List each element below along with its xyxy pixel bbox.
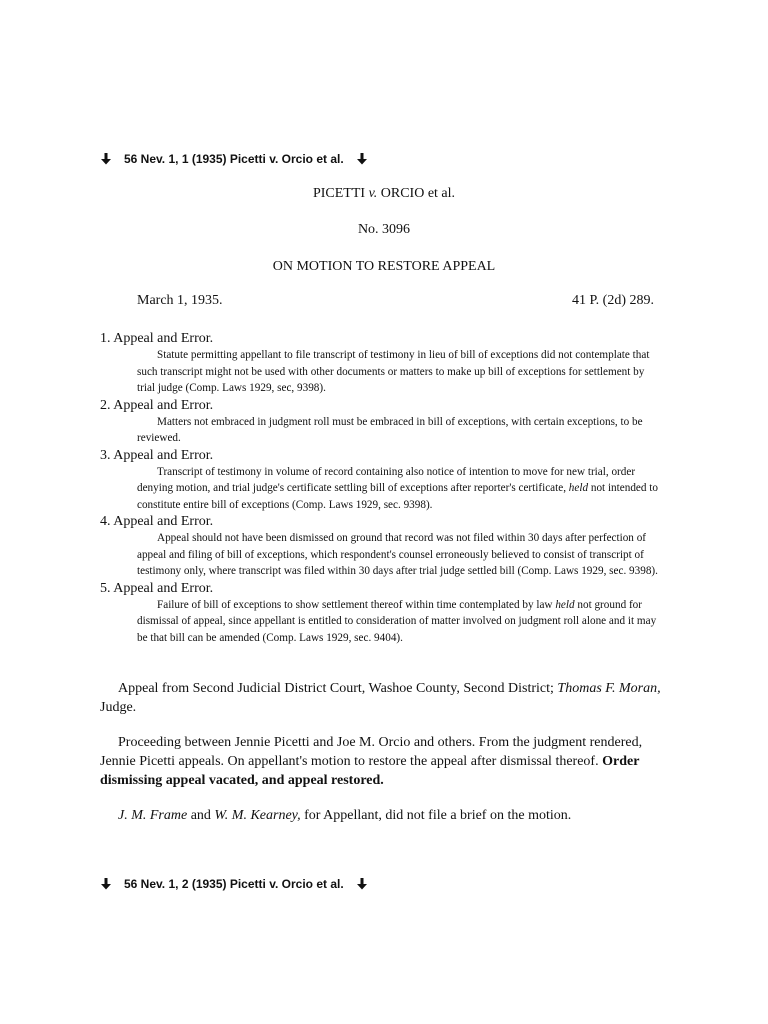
case-number: No. 3096 (357, 222, 411, 237)
headnote (100, 580, 660, 647)
arrow-down-icon[interactable] (356, 153, 368, 165)
headnote-text (137, 597, 660, 647)
case-plaintiff: PICETTI (312, 186, 366, 201)
headnote-text-part: Transcript of testimony in volume of record containing also notice of intention to move for new trial, order denying motion, and trial judge's certificate settling bill of exceptions after reporter's certificate, (137, 465, 636, 494)
headnote-text (137, 464, 660, 514)
proceeding-text: Proceeding between Jennie Picetti and Joe M. Orcio and others. From the judgment rendered, Jennie Picetti appeals. On appellant's motion to restore the appeal after dismissal thereof. (100, 735, 643, 769)
appeal-paragraph (100, 679, 666, 717)
headnote-text-part: Failure of bill of exceptions to show settlement thereof within time contemplated by law (157, 598, 553, 611)
page-citation: 56 Nev. 1, 1 (1935) Picetti v. Orcio et al. (124, 152, 344, 166)
decision-date: March 1, 1935. (137, 293, 223, 308)
arrow-down-icon[interactable] (356, 878, 368, 890)
appeal-from-text: Appeal from Second Judicial District Court, Washoe County, Second District; (118, 681, 554, 696)
counsel-paragraph (100, 806, 666, 825)
page-header-top (100, 152, 368, 166)
counsel-name: J. M. Frame (118, 808, 188, 823)
headnote-title: 2. Appeal and Error. (100, 397, 214, 413)
headnotes (100, 330, 660, 646)
headnote-title: 3. Appeal and Error. (100, 447, 214, 463)
headnote-title: 4. Appeal and Error. (100, 514, 214, 529)
headnote-text-part: not ground for dismissal of appeal, since appellant is entitled to consideration of matter involved on judgment roll alone and it may be that bill can be amended (Comp. Laws 1929, sec. 9404). (137, 598, 657, 644)
arrow-down-icon[interactable] (100, 878, 112, 890)
holding-text: Order dismissing appeal vacated, and appeal restored. (100, 754, 640, 788)
case-defendant: ORCIO et al. (380, 186, 456, 201)
headnote-text-part: not intended to constitute entire bill of exceptions (Comp. Laws 1929, sec. 9398). (137, 482, 658, 511)
proceeding-paragraph (100, 733, 666, 790)
counsel-suffix: for Appellant, did not file a brief on the motion. (304, 808, 572, 823)
headnote-text: Appeal should not have been dismissed on ground that record was not filed within 30 days after perfection of appeal and filing of bill of exceptions, which respondent's counsel erroneously believed to consist of transcript of testimony only, where transcript was filed within 30 days after trial judge settled bill (Comp. Laws 1929, sec. 9398). (137, 532, 658, 577)
headnote (100, 447, 660, 514)
headnote (100, 397, 660, 447)
headnote-text: Matters not embraced in judgment roll must be embraced in bill of exceptions, with certain exceptions, to be reviewed. (137, 415, 643, 444)
counsel-conjunction: and (190, 808, 211, 823)
arrow-down-icon[interactable] (100, 153, 112, 165)
held-term: held (568, 482, 589, 494)
page-citation: 56 Nev. 1, 2 (1935) Picetti v. Orcio et al. (124, 877, 344, 891)
headnote (100, 513, 660, 580)
case-motion: ON MOTION TO RESTORE APPEAL (272, 259, 496, 274)
headnote-title: 1. Appeal and Error. (100, 331, 214, 346)
headnote (100, 330, 660, 397)
judge-suffix: Judge. (100, 700, 137, 715)
page-header-bottom (100, 877, 368, 891)
headnote-title: 5. Appeal and Error. (100, 580, 214, 596)
case-versus: v. (368, 186, 378, 201)
reporter-citation: 41 P. (2d) 289. (571, 293, 654, 308)
case-title (0, 186, 768, 202)
headnote-text: Statute permitting appellant to file transcript of testimony in lieu of bill of exceptions did not contemplate that such transcript might not be used with other documents or matters to make up bill of exceptions for settlement by trial judge (Comp. Laws 1929, sec, 9398). (137, 349, 650, 394)
judge-name: Thomas F. Moran, (557, 681, 661, 696)
held-term: held (555, 598, 575, 611)
counsel-name: W. M. Kearney, (214, 808, 301, 823)
